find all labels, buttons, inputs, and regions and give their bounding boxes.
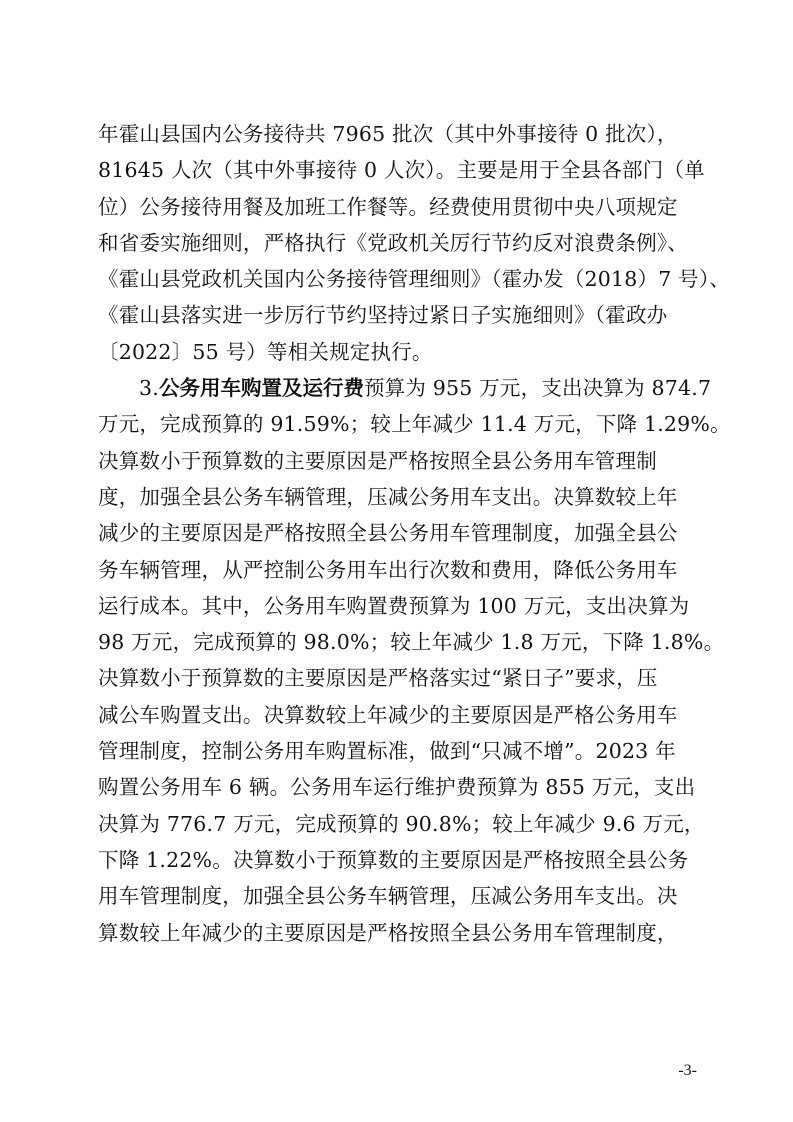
- text-line: 算数较上年减少的主要原因是严格按照全县公务用车管理制度，: [98, 920, 678, 945]
- text-line: 管理制度，控制公务用车购置标准，做到“只减不增”。2023 年: [98, 739, 676, 764]
- text-line: 位）公务接待用餐及加班工作餐等。经费使用贯彻中央八项规定: [98, 194, 678, 219]
- text-line: 年霍山县国内公务接待共 7965 批次（其中外事接待 0 批次），: [98, 122, 678, 146]
- page-number: -3-: [678, 1062, 697, 1079]
- section-3-heading: 公务用车购置及运行费: [158, 376, 364, 401]
- text-line: 决算数小于预算数的主要原因是严格按照全县公务用车管理制: [98, 448, 657, 473]
- text-line: 决算数小于预算数的主要原因是严格落实过“紧日子”要求，压: [98, 666, 658, 691]
- text-line: 减少的主要原因是严格按照全县公务用车管理制度，加强全县公: [98, 521, 678, 546]
- text-line: 购置公务用车 6 辆。公务用车运行维护费预算为 855 万元，支出: [98, 775, 696, 800]
- text-line: 减公车购置支出。决算数较上年减少的主要原因是严格公务用车: [98, 702, 678, 727]
- text-line: 和省委实施细则，严格执行《党政机关厉行节约反对浪费条例》、: [98, 230, 689, 255]
- section-3-first-line: [98, 370, 712, 406]
- text-line: 运行成本。其中，公务用车购置费预算为 100 万元，支出决算为: [98, 593, 690, 618]
- text-line: 《霍山县落实进一步厉行节约坚持过紧日子实施细则》（霍政办: [98, 303, 668, 328]
- section-3-text: 预算为 955 万元，支出决算为 874.7: [363, 376, 712, 401]
- text-line: 98 万元，完成预算的 98.0%；较上年减少 1.8 万元，下降 1.8%。: [98, 630, 725, 655]
- text-line: 万元，完成预算的 91.59%；较上年减少 11.4 万元，下降 1.29%。: [98, 412, 731, 437]
- text-line: 务车辆管理，从严控制公务用车出行次数和费用，降低公务用车: [98, 557, 678, 582]
- text-line: 下降 1.22%。决算数小于预算数的主要原因是严格按照全县公务: [98, 847, 689, 872]
- section-3-number: 3.: [139, 376, 159, 401]
- text-line: 决算为 776.7 万元，完成预算的 90.8%；较上年减少 9.6 万元，: [98, 811, 705, 836]
- text-line: 〔2022〕55 号）等相关规定执行。: [98, 339, 433, 364]
- text-line: 《霍山县党政机关国内公务接待管理细则》（霍办发（2018）7 号）、: [98, 267, 731, 292]
- text-line: 度，加强全县公务车辆管理，压减公务用车支出。决算数较上年: [98, 484, 678, 509]
- text-line: 用车管理制度，加强全县公务车辆管理，压减公务用车支出。决: [98, 884, 678, 909]
- text-line: 81645 人次（其中外事接待 0 人次）。主要是用于全县各部门（单: [98, 158, 705, 183]
- body-text: [98, 116, 731, 951]
